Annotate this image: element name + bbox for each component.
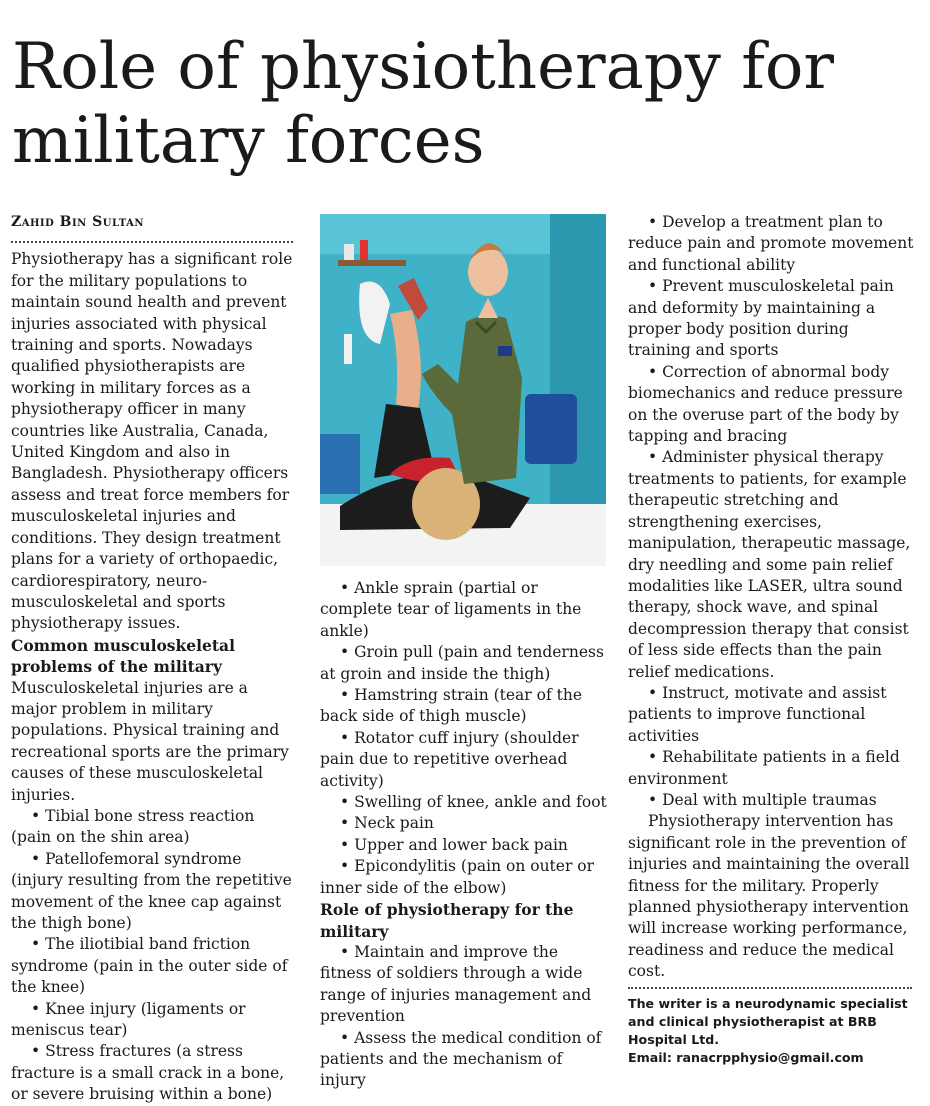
writer-email[interactable]: Email: ranacrpphysio@gmail.com (628, 1049, 864, 1065)
article-photo (320, 214, 606, 566)
subhead-common-problems: Common musculoskeletal problems of the military (11, 635, 235, 677)
headline: Role of physiotherapy for military forces (12, 30, 834, 178)
list-item: • Prevent musculoskeletal pain and deformity by maintaining a proper body position during training and sports (628, 277, 894, 360)
list-item: • Neck pain (340, 814, 434, 833)
problems-paragraph: Musculoskeletal injuries are a major problem in military populations. Physical training and recreational sports are the primary causes of these musculoskeletal injuries. (11, 678, 289, 804)
list-item: • Knee injury (ligaments or meniscus tear) (11, 999, 246, 1040)
list-item: • Develop a treatment plan to reduce pain and promote movement and functional ability (628, 213, 914, 274)
writer-bio: The writer is a neurodynamic specialist and clinical physiotherapist at BRB Hospital Ltd. (628, 995, 908, 1047)
list-item: • Ankle sprain (partial or complete tear of ligaments in the ankle) (320, 579, 582, 640)
column-2 (320, 578, 610, 1092)
closing-paragraph: Physiotherapy intervention has significant role in the prevention of injuries and maintaining the overall fitness for the military. Properly planned physiotherapy intervention will increase working performance, readiness and reduce the medical cost. (628, 812, 910, 981)
list-item: • Upper and lower back pain (340, 835, 568, 854)
list-item: • Administer physical therapy treatments to patients, for example therapeutic stretching and strengthening exercises, manipulation, therapeutic massage, dry needling and some pain relief modalities like LASER, ultra sound therapy, shock wave, and spinal decompression therapy that consist of less side effects than the pain relief medications. (628, 448, 911, 681)
list-item: • Hamstring strain (tear of the back side of thigh muscle) (320, 686, 583, 726)
list-item: • Rotator cuff injury (shoulder pain due to repetitive overhead activity) (320, 728, 579, 790)
list-item: • Assess the medical condition of patients and the mechanism of injury (320, 1028, 602, 1090)
list-item: • Maintain and improve the fitness of soldiers through a wide range of injuries management and prevention (320, 942, 592, 1026)
list-item: • Epicondylitis (pain on outer or inner side of the elbow) (320, 857, 595, 897)
list-item: • The iliotibial band friction syndrome (pain in the outer side of the knee) (11, 935, 288, 997)
list-item: • Tibial bone stress reaction (pain on the shin area) (11, 806, 255, 847)
list-item: • Correction of abnormal body biomechanics and reduce pressure on the overuse part of the body by tapping and bracing (628, 362, 903, 446)
column-1 (11, 212, 298, 1106)
subhead-role: Role of physiotherapy for the military (320, 900, 574, 941)
writer-divider (628, 987, 912, 989)
column-3 (628, 212, 914, 1067)
list-item: • Instruct, motivate and assist patients to improve functional activities (628, 683, 887, 745)
byline: Zahid Bin Sultan (11, 214, 145, 230)
physiotherapist-photo-illustration (320, 214, 606, 566)
list-item: • Groin pull (pain and tenderness at groin and inside the thigh) (320, 643, 604, 683)
list-item: • Deal with multiple traumas (648, 790, 877, 809)
intro-paragraph: Physiotherapy has a significant role for the military populations to maintain sound health and prevent injuries associated with physical training and sports. Nowadays qualified physiotherapists are working in military forces as a physiotherapy officer in many countries like Australia, Canada, United Kingdom and also in Bangladesh. Physiotherapy officers assess and treat force members for musculoskeletal injuries and conditions. They design treatment plans for a variety of orthopaedic, cardiorespiratory, neuro-musculoskeletal and sports physiotherapy issues. (11, 250, 293, 633)
list-item: • Stress fractures (a stress fracture is a small crack in a bone, or severe bruising within a bone) (11, 1042, 285, 1104)
list-item: • Patellofemoral syndrome (injury resulting from the repetitive movement of the knee cap against the thigh bone) (11, 849, 292, 932)
byline-divider (11, 241, 293, 243)
list-item: • Swelling of knee, ankle and foot (340, 793, 607, 812)
list-item: • Rehabilitate patients in a field environment (628, 748, 900, 788)
